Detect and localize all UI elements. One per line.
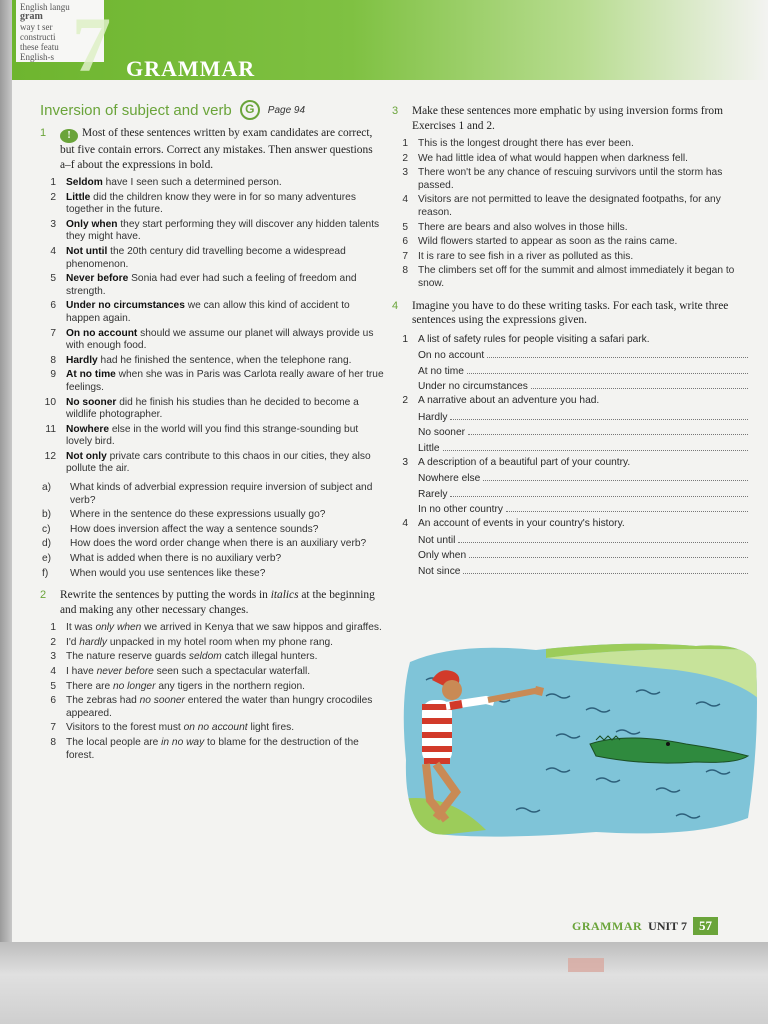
item-text: [66, 246, 386, 271]
list-item: [40, 695, 386, 720]
list-item: [40, 622, 386, 635]
bold-expression: Hardly: [66, 354, 98, 366]
prompt-expression: Only when: [418, 550, 467, 562]
item-text: This is the longest drought there has ever been.: [418, 138, 634, 149]
list-item: [392, 265, 748, 290]
list-item: [392, 153, 748, 166]
list-item: [40, 300, 386, 325]
italic-expression: no longer: [113, 680, 156, 692]
question-item: [40, 509, 386, 522]
page-bottom-shadow: [0, 942, 768, 1024]
answer-blank: [487, 357, 748, 358]
item-text: [66, 637, 333, 650]
list-item: [40, 273, 386, 298]
task-description: [392, 517, 748, 530]
list-item: [40, 355, 386, 368]
italic-expression: in no way: [161, 736, 205, 748]
item-number: 4: [50, 666, 56, 677]
item-number: 2: [402, 152, 408, 164]
bold-expression: On no account: [66, 327, 138, 339]
answer-line[interactable]: [418, 423, 748, 439]
question-item: [40, 524, 386, 537]
item-number: 11: [45, 423, 56, 435]
list-item: [40, 246, 386, 271]
answer-line[interactable]: [418, 484, 748, 500]
exercise-number: 3: [392, 105, 399, 117]
question-item: [40, 568, 386, 581]
item-number: 9: [50, 369, 56, 381]
sentence-rest: private cars contribute to this chaos in our cities, they also pollute the air.: [66, 450, 371, 475]
prompt-expression: Rarely: [418, 488, 448, 500]
item-text: [66, 300, 386, 325]
italic-expression: never before: [96, 666, 154, 677]
task-description: [392, 333, 748, 346]
answer-line[interactable]: [418, 361, 748, 377]
item-text: The climbers set off for the summit and almost immediately it began to snow.: [418, 265, 735, 289]
item-text: There won't be any chance of rescuing survivors until the storm has passed.: [418, 167, 723, 191]
page-footer: [572, 917, 718, 935]
task-number: 2: [402, 395, 408, 407]
question-letter: a): [42, 482, 52, 494]
sentence-rest: did he finish his studies than he decided to become a wildlife photographer.: [66, 396, 359, 421]
sentence-part: The local people are: [66, 736, 162, 748]
exercise-2: [40, 588, 386, 762]
writing-task: [392, 394, 748, 454]
sentence-rest: did the children know they were in for so many adventures together in the future.: [66, 191, 356, 216]
italic-expression: only when: [95, 622, 142, 634]
writing-task: [392, 517, 748, 577]
list-item: [40, 451, 386, 476]
item-text: [66, 192, 386, 217]
answer-line[interactable]: [418, 500, 748, 516]
sentence-part: I'd: [66, 636, 80, 648]
answer-line[interactable]: [418, 530, 748, 546]
list-item: [40, 737, 386, 762]
item-number: 8: [50, 736, 56, 748]
task-description: [392, 456, 748, 469]
answer-blank: [468, 434, 748, 435]
exercise-instruction: ! Most of these sentences written by exam candidates are correct, but five contain errors. Correct any mistakes. Then answer questions a–f about the expressions in bold.: [60, 127, 373, 171]
item-number: 2: [50, 191, 56, 203]
list-item: [392, 194, 748, 219]
prompt-expression: Under no circumstances: [418, 381, 528, 393]
question-text: What kinds of adverbial expression require inversion of subject and verb?: [70, 482, 373, 506]
question-letter: b): [42, 509, 52, 521]
question-text: Where in the sentence do these expressions usually go?: [70, 509, 326, 521]
sentence-rest: have I seen such a determined person.: [102, 177, 282, 188]
task-text: A narrative about an adventure you had.: [418, 395, 600, 407]
question-item: [40, 482, 386, 507]
unit-number: 7: [72, 1, 111, 88]
list-item: [40, 424, 386, 449]
answer-line[interactable]: [418, 561, 748, 577]
answer-line[interactable]: [418, 346, 748, 362]
answer-line[interactable]: [418, 407, 748, 423]
item-number: 6: [50, 695, 56, 707]
sentence-part: catch illegal hunters.: [221, 651, 318, 663]
exercise-number: 2: [40, 589, 47, 602]
sentence-rest: we can allow this kind of accident to happen again.: [66, 300, 350, 324]
list-item: [40, 328, 386, 353]
prompt-expression: Not since: [418, 565, 461, 577]
task-number: 1: [402, 333, 408, 345]
sentence-rest: when she was in Paris was Carlota really aware of her true feelings.: [66, 369, 384, 393]
bold-expression: Never before: [66, 273, 129, 285]
prompt-expression: Little: [418, 442, 440, 454]
question-text: How does inversion affect the way a sentence sounds?: [70, 523, 319, 535]
sentence-rest: Sonia had ever had such a feeling of freedom and strength.: [66, 273, 357, 297]
prompt-expression: Not until: [418, 534, 456, 546]
exercise-4: [392, 299, 748, 577]
bold-expression: Under no circumstances: [66, 300, 185, 312]
bold-expression: Seldom: [66, 177, 103, 188]
item-number: 6: [50, 300, 56, 312]
list-item: [40, 681, 386, 694]
bold-expression: Little: [66, 191, 91, 203]
exercise-4-tasks: [392, 333, 748, 577]
item-number: 5: [402, 221, 408, 233]
answer-blank: [450, 496, 748, 497]
sentence-rest: the 20th century did travelling become a widespread phenomenon.: [66, 245, 346, 270]
task-text: A description of a beautiful part of your country.: [418, 456, 631, 468]
task-description: [392, 394, 748, 407]
item-text: [66, 424, 386, 449]
next-page-strip: [568, 958, 604, 972]
italic-expression: on no account: [183, 722, 248, 734]
question-letter: c): [42, 523, 51, 535]
exercise-instruction: Make these sentences more emphatic by using inversion forms from Exercises 1 and 2.: [412, 105, 723, 132]
item-text: There are bears and also wolves in those hills.: [418, 221, 628, 233]
item-number: 6: [402, 236, 408, 248]
list-item: [40, 637, 386, 650]
item-number: 7: [50, 327, 56, 339]
item-text: [66, 219, 386, 244]
item-number: 7: [402, 250, 408, 262]
item-text: Visitors are not permitted to leave the designated footpaths, for any reason.: [418, 194, 721, 218]
list-item: [392, 222, 748, 235]
answer-blank: [469, 557, 748, 558]
item-number: 1: [50, 622, 56, 634]
prompt-expression: Nowhere else: [418, 473, 481, 485]
bold-expression: Not only: [66, 450, 107, 462]
item-text: [66, 451, 386, 476]
prompt-expression: No sooner: [418, 427, 466, 439]
italic-expression: no sooner: [139, 695, 185, 707]
answer-line[interactable]: [418, 546, 748, 562]
item-text: Wild flowers started to appear as soon as the rains came.: [418, 236, 678, 248]
sentence-part: There are: [66, 680, 113, 692]
list-item: [392, 138, 748, 151]
question-text: When would you use sentences like these?: [70, 567, 266, 579]
task-text: An account of events in your country's history.: [418, 518, 625, 530]
item-number: 8: [50, 354, 56, 366]
swimmer-crocodile-illustration: [396, 640, 760, 840]
answer-blank: [506, 511, 748, 512]
exercise-instruction: Imagine you have to do these writing tasks. For each task, write three sentences using the expressions given.: [412, 299, 729, 327]
item-text: [66, 177, 282, 190]
item-text: [66, 695, 386, 720]
item-text: [66, 737, 386, 762]
prompt-expression: In no other country: [418, 504, 503, 516]
list-item: [40, 651, 386, 664]
item-number: 3: [50, 651, 56, 663]
sentence-part: entered the water than hungry crocodiles appeared.: [66, 695, 373, 719]
writing-task: [392, 333, 748, 393]
item-text: [66, 369, 386, 394]
right-column: [392, 104, 748, 585]
exercise-1: [40, 126, 386, 580]
question-text: How does the word order change when there is an auxiliary verb?: [70, 538, 367, 550]
sentence-part: seen such a spectacular waterfall.: [153, 666, 311, 677]
answer-blank: [443, 450, 748, 451]
list-item: [40, 177, 386, 190]
footer-unit: UNIT 7: [648, 918, 687, 933]
page-title: GRAMMAR: [126, 56, 256, 81]
question-letter: d): [42, 538, 52, 550]
answer-blank: [463, 573, 748, 574]
bold-expression: Only when: [66, 218, 118, 230]
sentence-part: Visitors to the forest must: [66, 722, 184, 734]
sentence-rest: had he finished the sentence, when the telephone rang.: [97, 354, 352, 366]
textbook-page: [12, 0, 768, 942]
item-number: 5: [50, 273, 56, 285]
answer-blank: [450, 419, 748, 420]
sentence-part: we arrived in Kenya that we saw hippos and giraffes.: [141, 622, 382, 634]
sentence-part: I have: [66, 666, 97, 677]
item-text: [66, 622, 382, 635]
exercise-3-sentences: [392, 138, 748, 291]
sentence-part: It was: [66, 622, 96, 634]
answer-line[interactable]: [418, 469, 748, 485]
item-text: [66, 651, 317, 664]
item-number: 2: [50, 636, 56, 648]
bold-expression: Nowhere: [66, 423, 110, 435]
task-number: 4: [402, 518, 408, 530]
prompt-expression: On no account: [418, 350, 485, 362]
item-text: [66, 722, 294, 735]
page-reference: Page 94: [267, 104, 306, 116]
exercise-3: [392, 104, 748, 291]
sentence-part: to blame for the destruction of the forest.: [66, 736, 359, 761]
answer-blank: [467, 373, 748, 374]
list-item: [392, 251, 748, 264]
page-number: 57: [693, 917, 718, 935]
task-number: 3: [402, 456, 408, 468]
item-text: [66, 666, 310, 679]
exercise-1-questions: [40, 482, 386, 580]
item-number: 4: [50, 245, 56, 257]
list-item: [40, 666, 386, 679]
prompt-expression: At no time: [418, 365, 464, 377]
footer-section: GRAMMAR: [572, 918, 643, 933]
bold-expression: Not until: [66, 245, 108, 257]
prompt-expression: Hardly: [418, 411, 448, 423]
question-item: [40, 553, 386, 566]
item-number: 10: [44, 396, 56, 408]
sentence-rest: they start performing they will discover any hidden talents they might have.: [66, 218, 380, 243]
list-item: [392, 236, 748, 249]
item-text: [66, 355, 351, 368]
answer-blank: [531, 388, 748, 389]
answer-line[interactable]: [418, 438, 748, 454]
item-text: [66, 328, 386, 353]
sentence-part: The nature reserve guards: [66, 651, 189, 663]
list-item: [392, 167, 748, 192]
question-letter: f): [42, 567, 49, 579]
answer-line[interactable]: [418, 377, 748, 393]
sentence-rest: else in the world will you find this strange-sounding but lovely bird.: [66, 423, 359, 448]
list-item: [40, 369, 386, 394]
italic-expression: hardly: [79, 636, 108, 648]
item-number: 4: [402, 194, 408, 206]
item-text: [66, 397, 386, 422]
item-number: 1: [50, 177, 56, 188]
item-number: 3: [402, 167, 408, 179]
item-number: 3: [50, 218, 56, 230]
answer-blank: [483, 480, 748, 481]
item-number: 5: [50, 680, 56, 692]
exercise-2-sentences: [40, 622, 386, 762]
sentence-part: The zebras had: [66, 695, 140, 707]
question-letter: e): [42, 553, 52, 565]
grammar-reference-icon: G: [240, 100, 260, 120]
question-item: [40, 538, 386, 551]
list-item: [40, 192, 386, 217]
item-number: 1: [402, 138, 408, 149]
item-text: [66, 681, 305, 694]
exercise-instruction: Rewrite the sentences by putting the words in italics at the beginning and making any other necessary changes.: [60, 589, 375, 616]
bold-expression: At no time: [66, 369, 116, 381]
sentence-part: any tigers in the northern region.: [155, 680, 305, 692]
list-item: [40, 722, 386, 735]
list-item: [40, 397, 386, 422]
italic-expression: seldom: [188, 651, 222, 663]
writing-task: [392, 456, 748, 516]
question-text: What is added when there is no auxiliary verb?: [70, 553, 282, 565]
answer-blank: [458, 542, 748, 543]
left-column: [40, 100, 386, 770]
item-number: 7: [50, 722, 56, 734]
previous-page-snippet: English langu gram way t ser constructi these featu English-s: [16, 0, 104, 62]
section-heading: [40, 100, 386, 120]
item-text: We had little idea of what would happen when darkness fell.: [418, 152, 688, 164]
exercise-number: 4: [392, 299, 399, 312]
item-number: 8: [402, 265, 408, 277]
item-number: 12: [44, 450, 56, 462]
section-title: Inversion of subject and verb: [40, 101, 232, 119]
exercise-1-sentences: [40, 177, 386, 476]
sentence-part: light fires.: [247, 722, 295, 734]
list-item: [40, 219, 386, 244]
item-text: [66, 273, 386, 298]
task-text: A list of safety rules for people visiting a safari park.: [418, 333, 650, 345]
bold-expression: No sooner: [66, 396, 117, 408]
sentence-part: unpacked in my hotel room when my phone rang.: [107, 636, 333, 648]
sentence-rest: should we assume our planet will always provide us with enough food.: [66, 327, 374, 352]
exam-error-icon: !: [60, 129, 78, 143]
exercise-number: 1: [40, 127, 47, 139]
item-text: It is rare to see fish in a river as polluted as this.: [418, 250, 634, 262]
